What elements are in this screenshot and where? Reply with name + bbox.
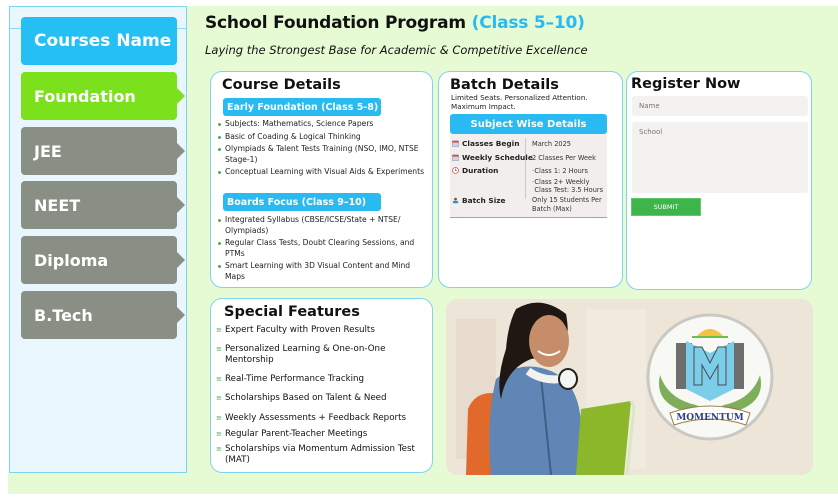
register-form-card (626, 71, 812, 290)
list-item: Integrated Syllabus (CBSE/ICSE/State + NTSE/ Olympiads) (217, 215, 429, 236)
sidebar-item-neet[interactable] (21, 181, 177, 229)
special-features-title: Special Features (224, 304, 360, 320)
student-photo (446, 299, 813, 475)
title-accent: (Class 5–10) (471, 13, 585, 33)
logo-text: MOMENTUM (676, 413, 744, 423)
course-sidebar (9, 6, 187, 473)
table-row-value (532, 167, 606, 195)
calendar-icon (452, 154, 459, 161)
pointer-arrow-icon (177, 143, 185, 159)
clock-icon (452, 167, 459, 174)
feature-item: ≡ Scholarships via Momentum Admission Test (MAT) (215, 444, 427, 467)
table-row-label (452, 166, 498, 175)
course-details-title: Course Details (222, 77, 341, 93)
students-icon (452, 197, 459, 204)
pointer-arrow-icon (177, 252, 185, 268)
feature-item: ≡ Personalized Learning & One-on-One Mentorship (215, 344, 427, 367)
pointer-arrow-icon (177, 197, 185, 213)
table-row-value: March 2025 (532, 140, 571, 148)
submit-button[interactable]: SUBMIT (631, 198, 701, 216)
row-label-text: Batch Size (462, 196, 506, 205)
sidebar-item-label: B.Tech (34, 305, 93, 325)
page-title (205, 13, 585, 33)
feature-item: ≡ Expert Faculty with Proven Results (215, 325, 427, 337)
table-row-value: 2 Classes Per Week (532, 154, 596, 162)
title-text: School Foundation Program (205, 13, 466, 33)
table-divider (525, 138, 526, 199)
sidebar-heading (21, 17, 177, 65)
list-item: Olympiads & Talent Tests Training (NSO, IMO, NTSE Stage-1) (217, 144, 429, 165)
register-title: Register Now (631, 76, 741, 92)
duration-line: -Class 1: 2 Hours (532, 167, 588, 175)
name-input[interactable] (632, 96, 808, 116)
list-item: Regular Class Tests, Doubt Clearing Sessions, and PTMs (217, 238, 429, 259)
list-item: Smart Learning with 3D Visual Content and Mind Maps (217, 261, 429, 282)
school-input[interactable] (632, 122, 808, 193)
subject-wise-header: Subject Wise Details (450, 114, 607, 134)
sidebar-item-label: JEE (34, 141, 62, 161)
boards-focus-badge: Boards Focus (Class 9–10) (223, 193, 381, 211)
list-item: Conceptual Learning with Visual Aids & Experiments (217, 167, 429, 178)
sidebar-item-foundation[interactable] (21, 72, 177, 120)
momentum-logo (646, 313, 774, 441)
list-item: Basic of Coading & Logical Thinking (217, 132, 429, 143)
row-label-text: Duration (462, 166, 499, 175)
course-details-card (210, 71, 433, 288)
feature-item: ≡ Real-Time Performance Tracking (215, 374, 427, 386)
pointer-arrow-icon (177, 307, 185, 323)
sidebar-item-btech[interactable] (21, 291, 177, 339)
boards-focus-list (217, 215, 429, 284)
duration-line: - Class 2+ Weekly Class Test: 3.5 Hours (532, 178, 606, 195)
early-foundation-list (217, 119, 429, 180)
special-features-card (210, 298, 433, 473)
sidebar-heading-label: Courses Name (34, 31, 172, 51)
subject-wise-table (450, 134, 607, 218)
special-features-list (215, 325, 427, 467)
batch-details-title: Batch Details (450, 77, 559, 93)
sidebar-item-label: Diploma (34, 250, 109, 270)
page-subtitle: Laying the Strongest Base for Academic & Competitive Excellence (205, 43, 588, 57)
sidebar-item-jee[interactable] (21, 127, 177, 175)
sidebar-item-diploma[interactable] (21, 236, 177, 284)
early-foundation-badge: Early Foundation (Class 5-8) (223, 98, 381, 116)
pointer-arrow-icon (177, 88, 185, 104)
row-label-text: Weekly Schedule (462, 153, 533, 162)
table-row-value: Only 15 Students Per Batch (Max) (532, 196, 602, 213)
calendar-icon (452, 140, 459, 147)
table-row-label (452, 139, 519, 148)
sidebar-item-label: NEET (34, 195, 81, 215)
duration-text: Class 2+ Weekly Class Test: 3.5 Hours (534, 177, 604, 194)
table-row-label (452, 196, 506, 205)
bottom-background (8, 473, 188, 494)
feature-item: ≡ Regular Parent-Teacher Meetings (215, 429, 427, 441)
feature-item: ≡ Scholarships Based on Talent & Need (215, 393, 427, 405)
table-row-label (452, 153, 533, 162)
batch-tagline: Limited Seats. Personalized Attention. Maximum Impact. (451, 93, 588, 111)
duration-text: Class 1: 2 Hours (534, 167, 588, 175)
list-item: Subjects: Mathematics, Science Papers (217, 119, 429, 130)
row-label-text: Classes Begin (462, 139, 520, 148)
sidebar-item-label: Foundation (34, 86, 136, 106)
feature-item: ≡ Weekly Assessments + Feedback Reports (215, 413, 427, 425)
